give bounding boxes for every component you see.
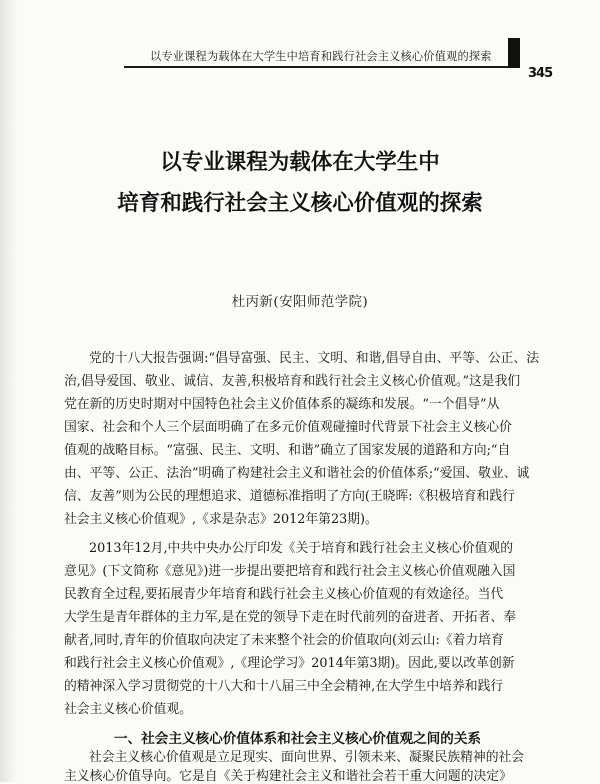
paragraph-2-line: 和践行社会主义核心价值观》,《理论学习》2014年第3期)。因此,要以改革创新 bbox=[64, 656, 515, 671]
header-thumb-block bbox=[508, 38, 520, 68]
section-heading: 一、社会主义核心价值体系和社会主义核心价值观之间的关系 bbox=[114, 731, 482, 747]
paragraph-2-line: 民教育全过程,要拓展青少年培育和践行社会主义核心价值观的有效途径。当代 bbox=[64, 587, 504, 602]
running-head-title: 以专业课程为载体在大学生中培育和践行社会主义核心价值观的探索 bbox=[150, 50, 492, 63]
paragraph-1-line: 党的十八大报告强调:“倡导富强、民主、文明、和谐,倡导自由、平等、公正、法 bbox=[89, 351, 540, 366]
paragraph-2-line: 大学生是青年群体的主力军,是在党的领导下走在时代前列的奋进者、开拓者、奉 bbox=[64, 610, 516, 625]
article-title-line-2: 培育和践行社会主义核心价值观的探索 bbox=[117, 191, 483, 216]
paragraph-1-line: 国家、社会和个人三个层面明确了在多元价值观碰撞时代背景下社会主义核心价 bbox=[64, 420, 512, 435]
paragraph-2-line: 意见》(下文简称《意见》)进一步提出要把培育和践行社会主义核心价值观融入国 bbox=[64, 564, 516, 579]
paragraph-3-line: 社会主义核心价值观是立足现实、面向世界、引领未来、凝聚民族精神的社会 bbox=[89, 750, 525, 765]
author-affiliation: 杜丙新(安阳师范学院) bbox=[231, 295, 369, 310]
paragraph-2-line: 的精神深入学习贯彻党的十八大和十八届三中全会精神,在大学生中培养和践行 bbox=[64, 679, 504, 694]
paragraph-1-line: 党在新的历史时期对中国特色社会主义价值体系的凝练和发展。“一个倡导”从 bbox=[64, 397, 500, 412]
paragraph-3-line: 主义核心价值导向。它是自《关于构建社会主义和谐社会若干重大问题的决定》 bbox=[64, 769, 512, 784]
article-title-line-1: 以专业课程为载体在大学生中 bbox=[160, 150, 440, 175]
paragraph-2-line: 献者,同时,青年的价值取向决定了未来整个社会的价值取向(刘云山:《着力培育 bbox=[64, 633, 504, 648]
page-number: 345 bbox=[528, 66, 553, 81]
page-spine-shadow bbox=[0, 0, 18, 782]
paragraph-1-line: 由、平等、公正、法治”明确了构建社会主义和谐社会的价值体系;“爱国、敬业、诚 bbox=[64, 466, 530, 481]
paragraph-1-line: 值观的战略目标。“富强、民主、文明、和谐”确立了国家发展的道路和方向;“自 bbox=[64, 443, 511, 458]
paragraph-1-line: 社会主义核心价值观》,《求是杂志》2012年第23期)。 bbox=[64, 512, 378, 527]
paragraph-2-line: 2013年12月,中共中央办公厅印发《关于培育和践行社会主义核心价值观的 bbox=[89, 541, 514, 556]
header-rule bbox=[124, 66, 514, 68]
paragraph-1-line: 信、友善”则为公民的理想追求、道德标准指明了方向(王晓晖:《积极培育和践行 bbox=[64, 489, 515, 504]
paragraph-1-line: 治,倡导爱国、敬业、诚信、友善,积极培育和践行社会主义核心价值观。”这是我们 bbox=[64, 374, 521, 389]
paragraph-2-line: 社会主义核心价值观。 bbox=[64, 702, 192, 717]
